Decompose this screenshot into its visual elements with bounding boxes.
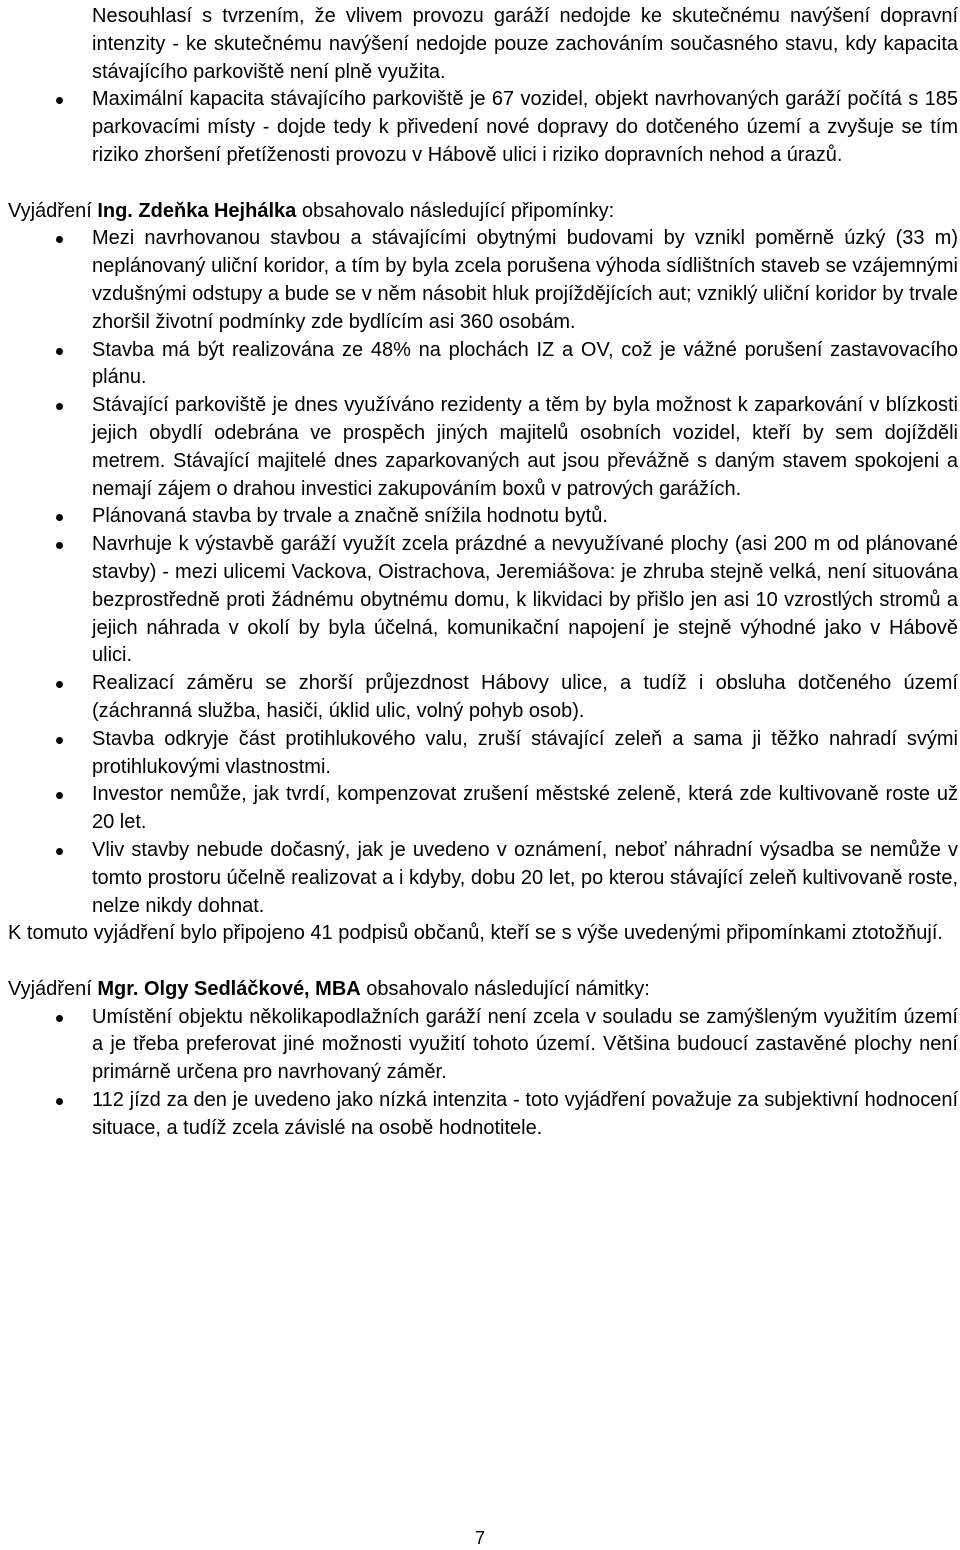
bullet-icon	[56, 1015, 63, 1022]
top-continuation-list	[8, 3, 958, 86]
list-item	[8, 726, 958, 782]
list-item	[8, 670, 958, 726]
list-item	[8, 3, 958, 86]
spacer	[8, 170, 958, 198]
hejhalek-closing: K tomuto vyjádření bylo připojeno 41 podpisů občanů, kteří se s výše uvedenými připomínkami ztotožňují.	[8, 922, 943, 945]
intro-prefix: Vyjádření	[8, 199, 98, 222]
bullet-icon	[56, 681, 63, 688]
bullet-icon	[56, 848, 63, 855]
list-item	[8, 392, 958, 503]
hejhalek-bullet-list	[8, 225, 958, 920]
list-item-text: Maximální kapacita stávajícího parkoviště je 67 vozidel, objekt navrhovaných garáží počítá s 185 parkovacími místy - dojde tedy k přivedení nové dopravy do dotčeného území a zvyšuje se tím riziko zhoršení přetíženosti provozu v Hábově ulici i riziko dopravních nehod a úrazů.	[92, 88, 958, 166]
list-item-text: Umístění objektu několikapodlažních garáží není zcela v souladu se zamýšleným využitím území a je třeba preferovat jiné možnosti využití tohoto území. Většina budoucí zastavěné plochy není primárně určena pro navrhovaný záměr.	[92, 1005, 958, 1084]
top-bullet-list	[8, 86, 958, 169]
intro-prefix: Vyjádření	[8, 977, 98, 1000]
spacer	[8, 948, 958, 976]
list-item-text: Investor nemůže, jak tvrdí, kompenzovat zrušení městské zeleně, která zde kultivovaně roste už 20 let.	[92, 783, 958, 834]
list-item-text: Plánovaná stavba by trvale a značně snížila hodnotu bytů.	[92, 505, 608, 528]
list-item	[8, 531, 958, 670]
document-body	[8, 3, 958, 1143]
hejhalek-intro	[8, 198, 958, 226]
page-number: 7	[474, 1528, 485, 1548]
sedlackova-intro	[8, 976, 958, 1004]
list-item-text: Vliv stavby nebude dočasný, jak je uvedeno v oznámení, neboť náhradní výsadba se nemůže v tomto prostoru účelně realizovat a i kdyby, dobu 20 let, po kterou stávající zeleň kultivovaně roste, nelze nikdy dohnat.	[92, 838, 958, 917]
author-name: Ing. Zdeňka Hejhálka	[97, 199, 297, 222]
bullet-icon	[56, 737, 63, 744]
list-item	[8, 1004, 958, 1087]
bullet-icon	[56, 236, 63, 243]
list-item-text: Mezi navrhovanou stavbou a stávajícími obytnými budovami by vznikl poměrně úzký (33 m) neplánovaný uliční koridor, a tím by byla zcela porušena výhoda sídlištních staveb se vzájemnými vzdušnými odstupy a bude se v něm násobit hluk projíždějících aut; vzniklý uliční koridor by trvale zhoršil životní podmínky zde bydlícím asi 360 osobám.	[92, 227, 958, 333]
list-item	[8, 225, 958, 336]
list-item	[8, 781, 958, 837]
bullet-icon	[56, 1098, 63, 1105]
list-item-text: Realizací záměru se zhorší průjezdnost Hábovy ulice, a tudíž i obsluha dotčeného území (záchranná služba, hasiči, úklid ulic, volný pohyb osob).	[92, 672, 958, 722]
list-item-text: Stavba odkryje část protihlukového valu, zruší stávající zeleň a sama ji těžko nahradí svými protihlukovými vlastnostmi.	[92, 727, 958, 778]
list-item	[8, 503, 958, 531]
intro-suffix: obsahovalo následující připomínky:	[296, 199, 615, 222]
list-item	[8, 1087, 958, 1143]
list-item	[8, 337, 958, 393]
list-item-text: Stavba má být realizována ze 48% na plochách IZ a OV, což je vážné porušení zastavovacího plánu.	[92, 338, 958, 389]
bullet-icon	[56, 97, 63, 104]
bullet-icon	[56, 403, 63, 410]
list-item-text: Stávající parkoviště je dnes využíváno rezidenty a těm by byla možnost k zaparkování v blízkosti jejich obydlí odebrána ve prospěch jiných majitelů osobních vozidel, kteří by sem dojížděli metrem. Stávající majitelé dnes zaparkovaných aut jsou převážně s daným stavem spokojeni a nemají zájem o drahou investici zakupováním boxů v patrových garážích.	[92, 394, 958, 500]
bullet-icon	[56, 792, 63, 799]
bullet-icon	[56, 348, 63, 355]
list-item-text: Navrhuje k výstavbě garáží využít zcela prázdné a nevyužívané plochy (asi 200 m od plánované stavby) - mezi ulicemi Vackova, Oistrachova, Jeremiášova: je zhruba stejně velká, není situována bezprostředně proti žádnému obytnému domu, k likvidaci by přišlo jen asi 10 vzrostlých stromů a jejich náhrada v okolí by byla účelná, komunikační napojení je stejně výhodné jako v Hábově ulici.	[92, 533, 958, 667]
list-item	[8, 86, 958, 169]
list-item-text: 112 jízd za den je uvedeno jako nízká intenzita - toto vyjádření považuje za subjektivní hodnocení situace, a tudíž zcela závislé na osobě hodnotitele.	[92, 1089, 958, 1139]
sedlackova-bullet-list	[8, 1004, 958, 1143]
list-item	[8, 837, 958, 920]
bullet-icon	[56, 514, 63, 521]
intro-suffix: obsahovalo následující námitky:	[360, 977, 650, 1000]
author-name: Mgr. Olgy Sedláčkové, MBA	[97, 977, 361, 1000]
list-item-text: Nesouhlasí s tvrzením, že vlivem provozu garáží nedojde ke skutečnému navýšení dopravní intenzity - ke skutečnému navýšení nedojde pouze zachováním současného stavu, kdy kapacita stávajícího parkoviště není plně využita.	[92, 5, 958, 83]
bullet-icon	[56, 542, 63, 549]
